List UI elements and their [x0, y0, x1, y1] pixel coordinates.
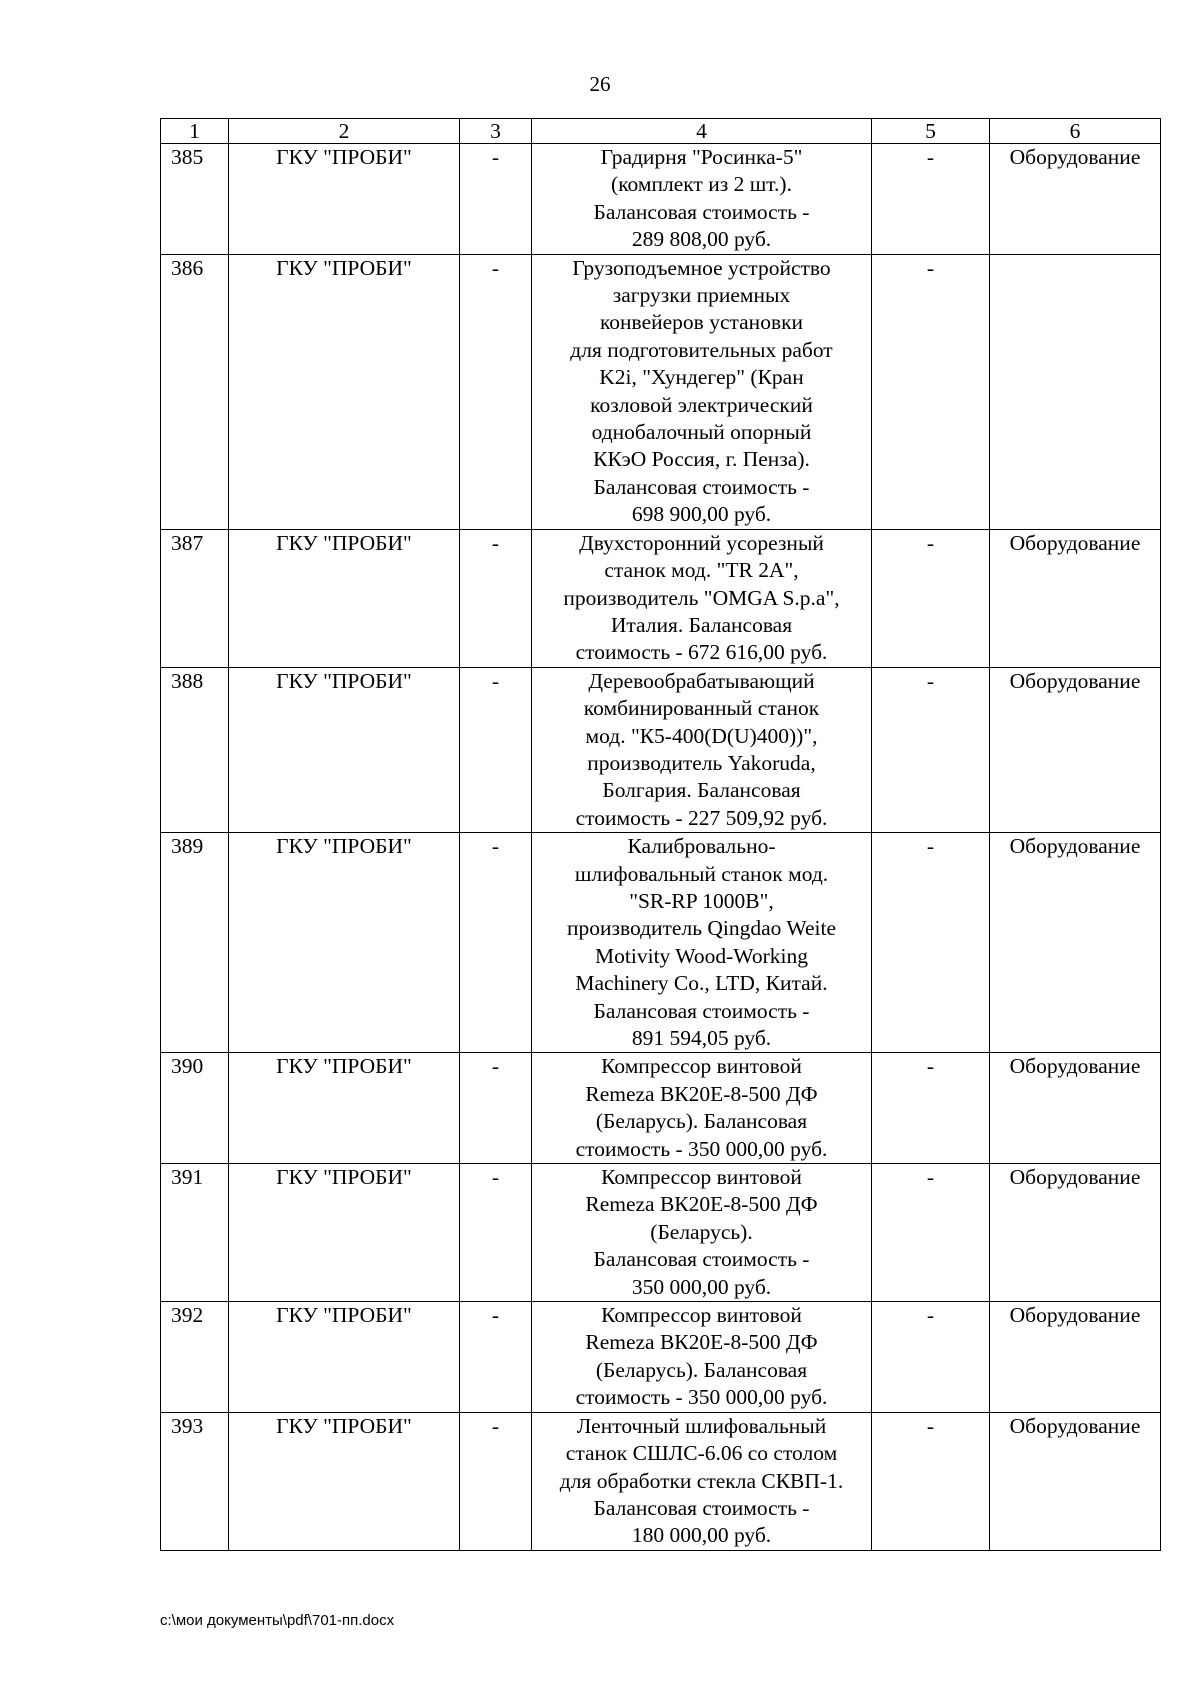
- description-cell: [532, 1302, 872, 1413]
- property-table: [160, 118, 1161, 1551]
- description-line: стоимость - 350 000,00 руб.: [575, 1385, 828, 1410]
- description-line: Балансовая стоимость -: [593, 199, 810, 224]
- row-number: 391: [161, 1164, 229, 1302]
- description-line: Градирня "Росинка-5": [600, 145, 803, 169]
- column-3-cell: -: [460, 1053, 532, 1164]
- description-line: стоимость - 672 616,00 руб.: [575, 640, 828, 665]
- column-3-cell: -: [460, 254, 532, 529]
- description-cell: [532, 833, 872, 1053]
- description-line: однобалочный опорный: [591, 420, 812, 445]
- column-3-cell: -: [460, 1412, 532, 1550]
- description-line: Компрессор винтовой: [601, 1165, 802, 1190]
- description-cell: [532, 1164, 872, 1302]
- description-line: козловой электрический: [590, 392, 813, 417]
- description-line: Компрессор винтовой: [601, 1303, 802, 1328]
- description-cell: [532, 1412, 872, 1550]
- description-line: шлифовальный станок мод.: [574, 861, 829, 886]
- row-number: 392: [161, 1302, 229, 1413]
- property-type-cell: [990, 254, 1161, 529]
- column-5-cell: -: [872, 833, 990, 1053]
- column-header: 3: [460, 119, 532, 144]
- description-line: для обработки стекла СКВП-1.: [559, 1468, 844, 1493]
- row-number: 390: [161, 1053, 229, 1164]
- description-cell: [532, 1053, 872, 1164]
- description-line: стоимость - 350 000,00 руб.: [575, 1136, 828, 1161]
- description-line: Балансовая стоимость -: [593, 998, 810, 1023]
- column-5-cell: -: [872, 529, 990, 667]
- organization-cell: ГКУ "ПРОБИ": [229, 667, 460, 832]
- description-line: K2i, "Хундегер" (Кран: [599, 365, 804, 390]
- organization-cell: ГКУ "ПРОБИ": [229, 1412, 460, 1550]
- description-cell: [532, 667, 872, 832]
- description-line: Калибровально-: [627, 834, 776, 859]
- description-line: (комплект из 2 шт.).: [611, 172, 792, 197]
- table-row: [161, 833, 1161, 1053]
- description-line: 891 594,05 руб.: [631, 1026, 772, 1050]
- organization-cell: ГКУ "ПРОБИ": [229, 1053, 460, 1164]
- property-type-cell: Оборудование: [990, 1053, 1161, 1164]
- description-line: стоимость - 227 509,92 руб.: [575, 805, 828, 830]
- organization-cell: ГКУ "ПРОБИ": [229, 529, 460, 667]
- description-line: Балансовая стоимость -: [593, 1495, 810, 1520]
- description-line: 289 808,00 руб.: [631, 227, 772, 252]
- description-line: Грузоподъемное устройство: [572, 255, 831, 280]
- column-header: 6: [990, 119, 1161, 144]
- column-5-cell: -: [872, 1053, 990, 1164]
- organization-cell: ГКУ "ПРОБИ": [229, 1164, 460, 1302]
- column-5-cell: -: [872, 144, 990, 255]
- property-type-cell: Оборудование: [990, 833, 1161, 1053]
- file-path-footer: c:\мои документы\pdf\701-пп.docx: [160, 1612, 395, 1629]
- description-line: 698 900,00 руб.: [631, 502, 772, 527]
- organization-cell: ГКУ "ПРОБИ": [229, 144, 460, 255]
- column-3-cell: -: [460, 833, 532, 1053]
- column-5-cell: -: [872, 1164, 990, 1302]
- description-line: (Беларусь). Балансовая: [595, 1357, 808, 1382]
- property-type-cell: Оборудование: [990, 1412, 1161, 1550]
- property-type-cell: Оборудование: [990, 529, 1161, 667]
- row-number: 389: [161, 833, 229, 1053]
- description-line: (Беларусь). Балансовая: [595, 1109, 808, 1134]
- description-line: производитель Qingdao Weite: [566, 916, 837, 941]
- column-number-row: [161, 119, 1161, 144]
- description-line: Ленточный шлифовальный: [576, 1413, 827, 1438]
- page-number: 26: [589, 72, 611, 96]
- description-line: 180 000,00 руб.: [631, 1523, 772, 1548]
- column-5-cell: -: [872, 667, 990, 832]
- description-cell: [532, 144, 872, 255]
- column-3-cell: -: [460, 144, 532, 255]
- description-line: Remeza ВК20Е-8-500 ДФ: [585, 1192, 818, 1217]
- table-row: [161, 667, 1161, 832]
- description-line: мод. "К5-400(D(U)400))",: [585, 723, 818, 748]
- table-body: [161, 144, 1161, 1551]
- organization-cell: ГКУ "ПРОБИ": [229, 833, 460, 1053]
- column-header: 1: [161, 119, 229, 144]
- description-line: Болгария. Балансовая: [602, 778, 801, 803]
- description-line: Компрессор винтовой: [601, 1054, 802, 1079]
- description-line: конвейеров установки: [599, 310, 804, 335]
- description-line: станок мод. "TR 2A",: [604, 558, 799, 583]
- description-line: Деревообрабатывающий: [588, 668, 815, 693]
- property-type-cell: Оборудование: [990, 144, 1161, 255]
- description-line: Италия. Балансовая: [610, 612, 793, 637]
- organization-cell: ГКУ "ПРОБИ": [229, 1302, 460, 1413]
- table-row: [161, 1164, 1161, 1302]
- description-line: (Беларусь).: [650, 1219, 753, 1244]
- row-number: 388: [161, 667, 229, 832]
- column-3-cell: -: [460, 529, 532, 667]
- description-line: "SR-RP 1000B",: [629, 888, 774, 913]
- description-line: 350 000,00 руб.: [631, 1274, 772, 1299]
- row-number: 387: [161, 529, 229, 667]
- column-3-cell: -: [460, 667, 532, 832]
- table-row: [161, 254, 1161, 529]
- description-line: ККэО Россия, г. Пенза).: [593, 447, 810, 472]
- organization-cell: ГКУ "ПРОБИ": [229, 254, 460, 529]
- description-line: Двухсторонний усорезный: [579, 530, 824, 555]
- description-line: производитель Yakoruda,: [587, 750, 816, 775]
- row-number: 393: [161, 1412, 229, 1550]
- column-3-cell: -: [460, 1302, 532, 1413]
- table-row: [161, 1412, 1161, 1550]
- table-row: [161, 144, 1161, 255]
- description-line: производитель "OMGA S.p.a",: [563, 585, 840, 610]
- description-line: Remeza ВК20Е-8-500 ДФ: [585, 1081, 818, 1106]
- column-5-cell: -: [872, 1302, 990, 1413]
- description-line: станок СШЛС-6.06 со столом: [565, 1441, 838, 1466]
- column-header: 4: [532, 119, 872, 144]
- property-type-cell: Оборудование: [990, 1164, 1161, 1302]
- description-line: для подготовительных работ: [570, 337, 833, 362]
- table-row: [161, 529, 1161, 667]
- column-3-cell: -: [460, 1164, 532, 1302]
- description-line: загрузки приемных: [612, 283, 791, 308]
- property-type-cell: Оборудование: [990, 667, 1161, 832]
- description-cell: [532, 529, 872, 667]
- description-cell: [532, 254, 872, 529]
- table-row: [161, 1053, 1161, 1164]
- description-line: Machinery Co., LTD, Китай.: [575, 971, 828, 996]
- description-line: Motivity Wood-Working: [595, 943, 808, 968]
- description-line: Балансовая стоимость -: [593, 1247, 810, 1272]
- column-header: 5: [872, 119, 990, 144]
- column-5-cell: -: [872, 1412, 990, 1550]
- row-number: 386: [161, 254, 229, 529]
- column-header: 2: [229, 119, 460, 144]
- description-line: Remeza ВК20Е-8-500 ДФ: [585, 1330, 818, 1355]
- description-line: Балансовая стоимость -: [593, 474, 810, 499]
- row-number: 385: [161, 144, 229, 255]
- property-type-cell: Оборудование: [990, 1302, 1161, 1413]
- table-row: [161, 1302, 1161, 1413]
- description-line: комбинированный станок: [583, 696, 820, 721]
- column-5-cell: -: [872, 254, 990, 529]
